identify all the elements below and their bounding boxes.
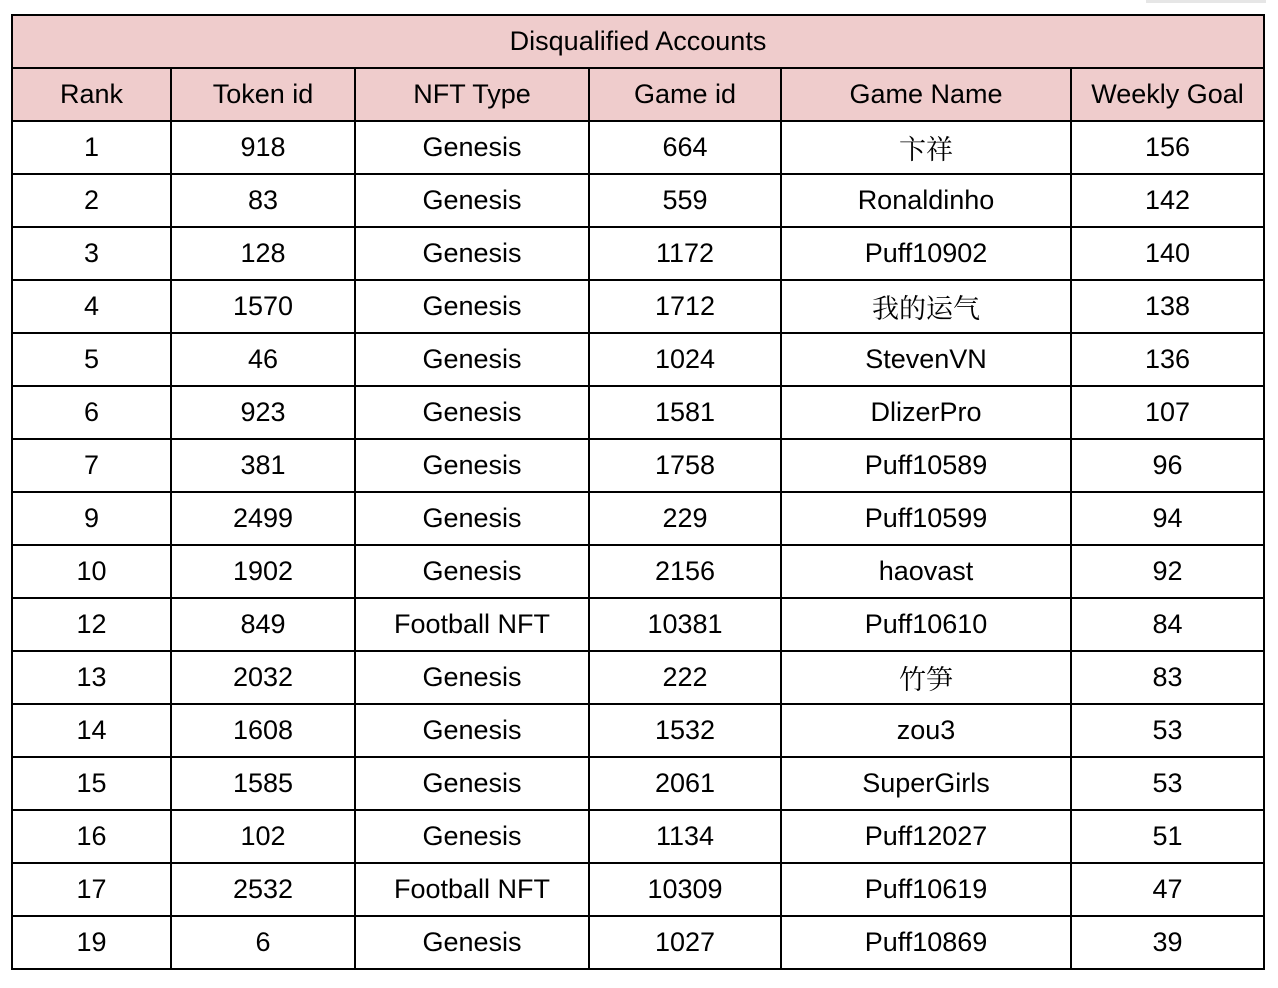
cell-rank: 13: [12, 651, 171, 704]
cell-game-name: haovast: [781, 545, 1071, 598]
cell-game-id: 229: [589, 492, 781, 545]
table-row: [12, 280, 1264, 333]
cell-rank: 19: [12, 916, 171, 969]
cell-token-id: 128: [171, 227, 355, 280]
cell-game-id: 1581: [589, 386, 781, 439]
cell-nft-type: Genesis: [355, 121, 589, 174]
cell-rank: 7: [12, 439, 171, 492]
table-row: [12, 598, 1264, 651]
cell-rank: 12: [12, 598, 171, 651]
table-row: [12, 333, 1264, 386]
cell-game-name: zou3: [781, 704, 1071, 757]
column-header-game-id: Game id: [589, 68, 781, 121]
table-row: [12, 651, 1264, 704]
column-header-rank: Rank: [12, 68, 171, 121]
cell-rank: 5: [12, 333, 171, 386]
cell-game-name: StevenVN: [781, 333, 1071, 386]
cell-token-id: 918: [171, 121, 355, 174]
cell-weekly-goal: 53: [1071, 704, 1264, 757]
table-header-row: [12, 68, 1264, 121]
cell-weekly-goal: 92: [1071, 545, 1264, 598]
cell-rank: 6: [12, 386, 171, 439]
cell-nft-type: Genesis: [355, 386, 589, 439]
disqualified-accounts-table-container: [11, 14, 1263, 970]
cell-weekly-goal: 94: [1071, 492, 1264, 545]
column-header-weekly-goal: Weekly Goal: [1071, 68, 1264, 121]
cell-game-id: 1024: [589, 333, 781, 386]
cell-game-id: 1172: [589, 227, 781, 280]
cell-weekly-goal: 47: [1071, 863, 1264, 916]
cell-game-name: SuperGirls: [781, 757, 1071, 810]
cell-game-name: Puff10589: [781, 439, 1071, 492]
cell-token-id: 1585: [171, 757, 355, 810]
table-row: [12, 386, 1264, 439]
cell-nft-type: Genesis: [355, 651, 589, 704]
cell-weekly-goal: 136: [1071, 333, 1264, 386]
cell-nft-type: Genesis: [355, 227, 589, 280]
table-row: [12, 492, 1264, 545]
table-row: [12, 863, 1264, 916]
cell-weekly-goal: 84: [1071, 598, 1264, 651]
cell-token-id: 923: [171, 386, 355, 439]
cell-nft-type: Football NFT: [355, 863, 589, 916]
table-row: [12, 121, 1264, 174]
table-row: [12, 704, 1264, 757]
cell-game-id: 1758: [589, 439, 781, 492]
cell-game-id: 222: [589, 651, 781, 704]
cell-nft-type: Genesis: [355, 916, 589, 969]
cell-game-name: Puff10610: [781, 598, 1071, 651]
cell-rank: 1: [12, 121, 171, 174]
cell-game-name: 卞祥: [781, 121, 1071, 174]
cell-game-id: 2156: [589, 545, 781, 598]
cell-nft-type: Genesis: [355, 810, 589, 863]
table-row: [12, 174, 1264, 227]
cell-game-id: 10309: [589, 863, 781, 916]
cell-rank: 15: [12, 757, 171, 810]
cell-rank: 16: [12, 810, 171, 863]
cell-weekly-goal: 140: [1071, 227, 1264, 280]
column-header-game-name: Game Name: [781, 68, 1071, 121]
cell-weekly-goal: 107: [1071, 386, 1264, 439]
cell-game-id: 559: [589, 174, 781, 227]
cell-token-id: 102: [171, 810, 355, 863]
cell-rank: 17: [12, 863, 171, 916]
cell-game-id: 10381: [589, 598, 781, 651]
cell-token-id: 1570: [171, 280, 355, 333]
table-body: [12, 121, 1264, 969]
cell-nft-type: Football NFT: [355, 598, 589, 651]
cell-token-id: 6: [171, 916, 355, 969]
cell-rank: 3: [12, 227, 171, 280]
column-header-token-id: Token id: [171, 68, 355, 121]
cell-game-name: Puff10599: [781, 492, 1071, 545]
cell-token-id: 381: [171, 439, 355, 492]
cell-game-name: Puff12027: [781, 810, 1071, 863]
cell-weekly-goal: 51: [1071, 810, 1264, 863]
cell-game-name: DlizerPro: [781, 386, 1071, 439]
cell-nft-type: Genesis: [355, 280, 589, 333]
cell-token-id: 83: [171, 174, 355, 227]
cell-rank: 4: [12, 280, 171, 333]
cell-nft-type: Genesis: [355, 704, 589, 757]
table-row: [12, 439, 1264, 492]
scroll-edge-mark: [1146, 0, 1266, 3]
cell-token-id: 2499: [171, 492, 355, 545]
table-title-row: [12, 15, 1264, 68]
table-row: [12, 916, 1264, 969]
table-title: Disqualified Accounts: [12, 15, 1264, 68]
cell-nft-type: Genesis: [355, 757, 589, 810]
cell-token-id: 46: [171, 333, 355, 386]
cell-game-name: 我的运气: [781, 280, 1071, 333]
cell-nft-type: Genesis: [355, 439, 589, 492]
cell-game-id: 1134: [589, 810, 781, 863]
column-header-nft-type: NFT Type: [355, 68, 589, 121]
cell-weekly-goal: 142: [1071, 174, 1264, 227]
cell-game-id: 664: [589, 121, 781, 174]
cell-token-id: 849: [171, 598, 355, 651]
table-row: [12, 227, 1264, 280]
cell-weekly-goal: 156: [1071, 121, 1264, 174]
cell-token-id: 2032: [171, 651, 355, 704]
cell-weekly-goal: 53: [1071, 757, 1264, 810]
table-row: [12, 757, 1264, 810]
cell-nft-type: Genesis: [355, 545, 589, 598]
cell-token-id: 2532: [171, 863, 355, 916]
cell-weekly-goal: 138: [1071, 280, 1264, 333]
cell-weekly-goal: 83: [1071, 651, 1264, 704]
cell-game-name: Ronaldinho: [781, 174, 1071, 227]
cell-rank: 14: [12, 704, 171, 757]
cell-game-id: 1027: [589, 916, 781, 969]
cell-nft-type: Genesis: [355, 174, 589, 227]
cell-nft-type: Genesis: [355, 492, 589, 545]
cell-nft-type: Genesis: [355, 333, 589, 386]
cell-rank: 9: [12, 492, 171, 545]
cell-rank: 10: [12, 545, 171, 598]
disqualified-accounts-table: [11, 14, 1265, 970]
cell-game-name: Puff10902: [781, 227, 1071, 280]
cell-token-id: 1902: [171, 545, 355, 598]
cell-game-id: 1532: [589, 704, 781, 757]
table-row: [12, 545, 1264, 598]
cell-weekly-goal: 39: [1071, 916, 1264, 969]
cell-game-id: 2061: [589, 757, 781, 810]
cell-rank: 2: [12, 174, 171, 227]
cell-game-name: Puff10869: [781, 916, 1071, 969]
cell-game-name: Puff10619: [781, 863, 1071, 916]
cell-game-name: 竹笋: [781, 651, 1071, 704]
cell-game-id: 1712: [589, 280, 781, 333]
cell-token-id: 1608: [171, 704, 355, 757]
cell-weekly-goal: 96: [1071, 439, 1264, 492]
table-row: [12, 810, 1264, 863]
